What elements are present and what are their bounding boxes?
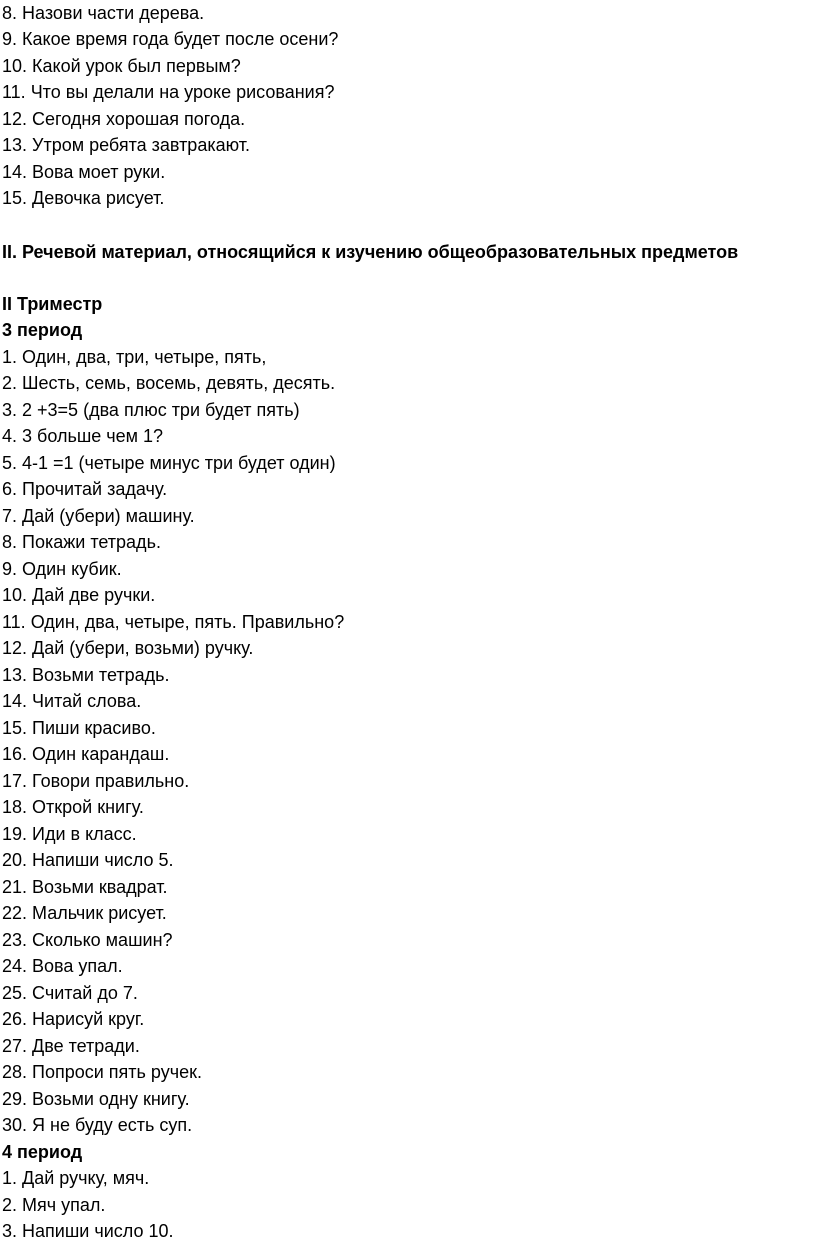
list-item: 11. Что вы делали на уроке рисования? bbox=[2, 82, 335, 102]
list-item: 25. Считай до 7. bbox=[2, 983, 138, 1003]
list-item: 30. Я не буду есть суп. bbox=[2, 1115, 193, 1135]
list-item: 11. Один, два, четыре, пять. Правильно? bbox=[2, 612, 345, 632]
list-item: 14. Вова моет руки. bbox=[2, 162, 166, 182]
list-item: 22. Мальчик рисует. bbox=[2, 903, 167, 923]
list-item: 2. Мяч упал. bbox=[2, 1195, 106, 1215]
list-item: 27. Две тетради. bbox=[2, 1036, 140, 1056]
list-item: 21. Возьми квадрат. bbox=[2, 877, 168, 897]
list-item: 2. Шесть, семь, восемь, девять, десять. bbox=[2, 373, 336, 393]
list-item: 10. Дай две ручки. bbox=[2, 585, 156, 605]
list-item: 13. Возьми тетрадь. bbox=[2, 665, 170, 685]
list-item: 3. 2 +3=5 (два плюс три будет пять) bbox=[2, 400, 300, 420]
list-item: 4. 3 больше чем 1? bbox=[2, 426, 164, 446]
list-item: 12. Сегодня хорошая погода. bbox=[2, 109, 246, 129]
list-item: 5. 4-1 =1 (четыре минус три будет один) bbox=[2, 453, 336, 473]
list-item: 9. Один кубик. bbox=[2, 559, 122, 579]
list-item: 19. Иди в класс. bbox=[2, 824, 137, 844]
list-item: 7. Дай (убери) машину. bbox=[2, 506, 195, 526]
list-item: 13. Утром ребята завтракают. bbox=[2, 135, 250, 155]
period-3-heading: 3 период bbox=[2, 320, 83, 340]
list-item: 12. Дай (убери, возьми) ручку. bbox=[2, 638, 254, 658]
list-item: 20. Напиши число 5. bbox=[2, 850, 174, 870]
list-item: 10. Какой урок был первым? bbox=[2, 56, 241, 76]
list-item: 6. Прочитай задачу. bbox=[2, 479, 168, 499]
section-heading: II. Речевой материал, относящийся к изучению общеобразовательных предметов bbox=[2, 242, 739, 262]
list-item: 29. Возьми одну книгу. bbox=[2, 1089, 190, 1109]
period-4-heading: 4 период bbox=[2, 1142, 83, 1162]
list-item: 8. Покажи тетрадь. bbox=[2, 532, 161, 552]
list-item: 26. Нарисуй круг. bbox=[2, 1009, 145, 1029]
list-item: 15. Девочка рисует. bbox=[2, 188, 165, 208]
list-item: 3. Напиши число 10. bbox=[2, 1221, 174, 1241]
list-item: 9. Какое время года будет после осени? bbox=[2, 29, 339, 49]
list-item: 15. Пиши красиво. bbox=[2, 718, 156, 738]
list-item: 16. Один карандаш. bbox=[2, 744, 170, 764]
list-item: 14. Читай слова. bbox=[2, 691, 142, 711]
list-item: 28. Попроси пять ручек. bbox=[2, 1062, 202, 1082]
trimester-heading: II Триместр bbox=[2, 294, 103, 314]
list-item: 1. Один, два, три, четыре, пять, bbox=[2, 347, 267, 367]
list-item: 8. Назови части дерева. bbox=[2, 3, 205, 23]
list-item: 24. Вова упал. bbox=[2, 956, 123, 976]
list-item: 23. Сколько машин? bbox=[2, 930, 173, 950]
list-item: 18. Открой книгу. bbox=[2, 797, 144, 817]
list-item: 17. Говори правильно. bbox=[2, 771, 190, 791]
list-item: 1. Дай ручку, мяч. bbox=[2, 1168, 150, 1188]
